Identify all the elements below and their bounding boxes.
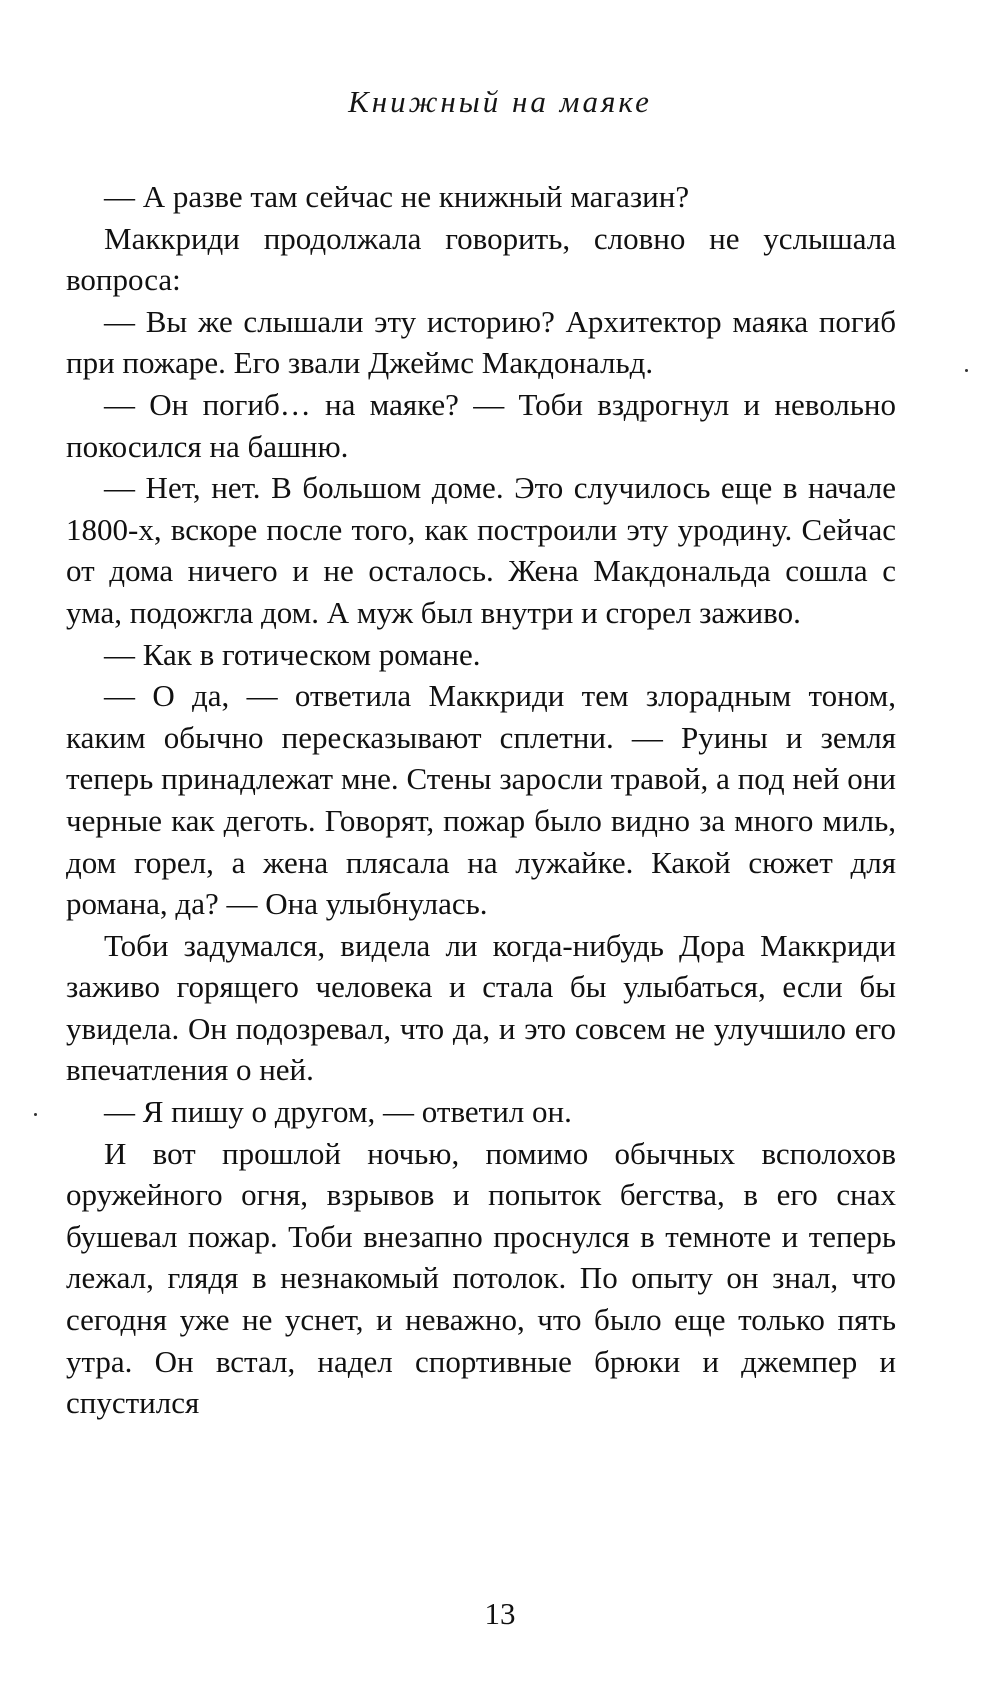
running-head: Книжный на маяке (348, 84, 652, 119)
paragraph: — Я пишу о другом, — ответил он. (104, 1094, 572, 1130)
paragraph: — Вы же слышали эту историю? Архитектор маяка погиб при пожаре. Его звали Джеймс Макдональд. (66, 303, 896, 381)
paragraph: Тоби задумался, видела ли когда-нибудь Дора Маккриди заживо горящего человека и стала бы улыбаться, если бы увидела. Он подозревал, что да, и это совсем не улучшило его впечатления о ней. (66, 927, 896, 1088)
paragraph: Маккриди продолжала говорить, словно не услышала вопроса: (66, 220, 896, 298)
page-number: 13 (484, 1596, 516, 1631)
paragraph: — А разве там сейчас не книжный магазин? (104, 179, 690, 214)
scan-speck (34, 1113, 37, 1116)
paragraph: — О да, — ответила Маккриди тем злорадным тоном, каким обычно пересказывают сплетни. — Руины и земля теперь принадлежат мне. Стены заросли травой, а под ней они черные как деготь. Говорят, пожар было видно за много миль, дом горел, а жена плясала на лужайке. Какой сюжет для романа, да? — Она улыбнулась. (66, 678, 896, 922)
paragraph: И вот прошлой ночью, помимо обычных всполохов оружейного огня, взрывов и попыток бегства, в его снах бушевал пожар. Тоби внезапно проснулся в темноте и теперь лежал, глядя в незнакомый потолок. По опыту он знал, что сегодня уже не уснет, и неважно, что было еще только пять утра. Он встал, надел спортивные брюки и джемпер и спустился (66, 1135, 896, 1421)
paragraph: — Он погиб… на маяке? — Тоби вздрогнул и невольно покосился на башню. (66, 386, 896, 464)
paragraph: — Нет, нет. В большом доме. Это случилось еще в начале 1800-х, вскоре после того, как построили эту уродину. Сейчас от дома ничего и не осталось. Жена Макдональда сошла с ума, подожгла дом. А муж был внутри и сгорел заживо. (66, 470, 896, 630)
paragraph: — Как в готическом романе. (104, 636, 481, 672)
scan-speck (965, 369, 968, 372)
body-text (66, 176, 896, 1424)
